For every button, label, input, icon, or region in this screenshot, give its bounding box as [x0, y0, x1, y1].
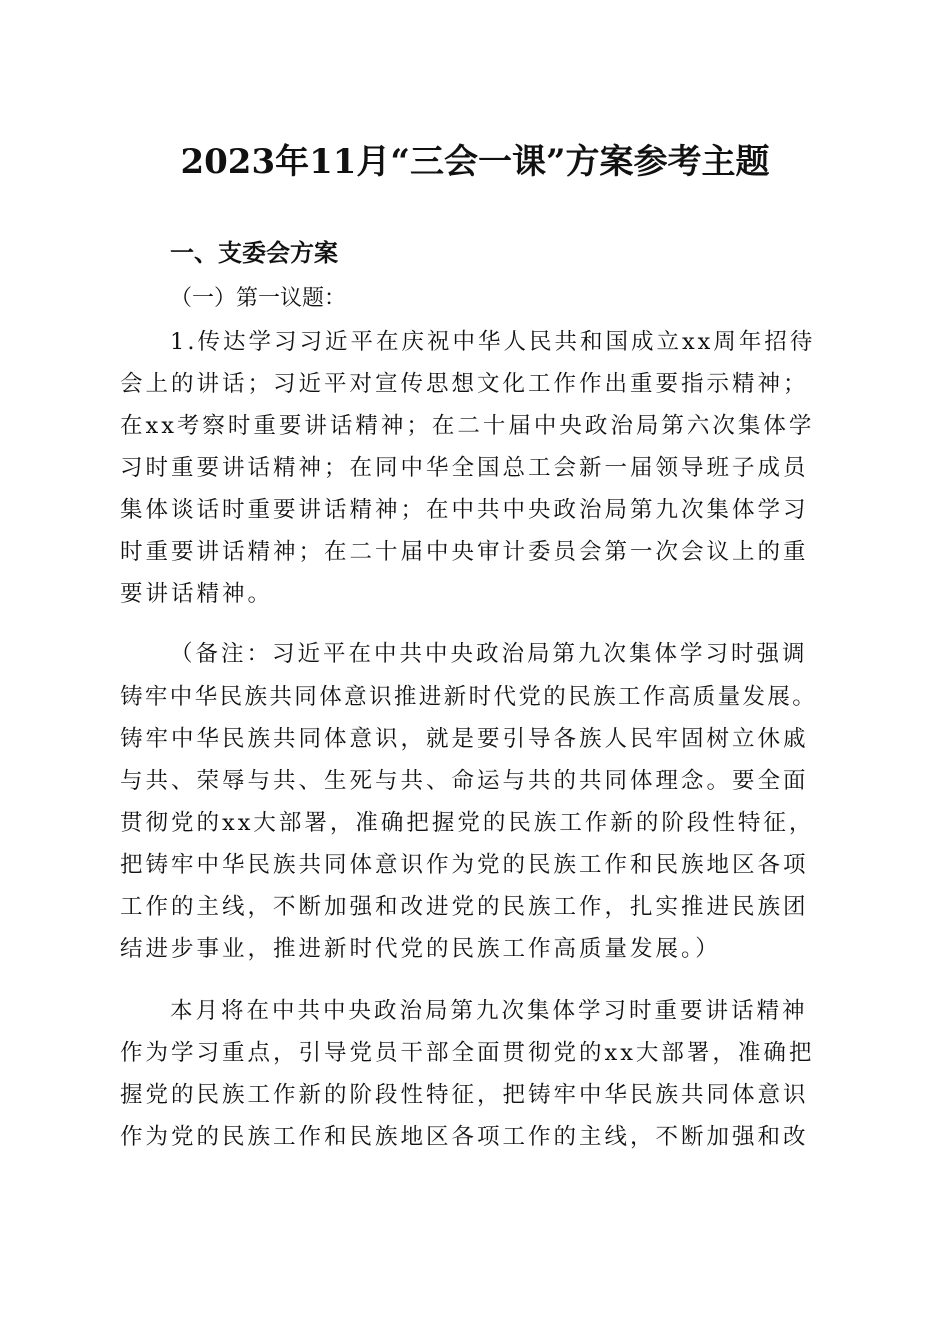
paragraph3-line: 本月将在中共中央政治局第九次集体学习时重要讲话精神 [170, 998, 808, 1024]
note-line: 结进步事业，推进新时代党的民族工作高质量发展。） [120, 936, 721, 962]
paragraph3-line: 作为党的民族工作和民族地区各项工作的主线，不断加强和改 [120, 1124, 809, 1150]
sub-heading: （一）第一议题： [170, 286, 347, 311]
paragraph3-line: 作为学习重点，引导党员干部全面贯彻党的xx大部署，准确把 [120, 1040, 815, 1066]
paragraph1-line: 在xx考察时重要讲话精神；在二十届中央政治局第六次集体学 [120, 413, 815, 439]
paragraph3-line: 握党的民族工作新的阶段性特征，把铸牢中华民族共同体意识 [120, 1082, 809, 1108]
note-line: 工作的主线，不断加强和改进党的民族工作，扎实推进民族团 [120, 894, 809, 920]
paragraph1-line: 习时重要讲话精神；在同中华全国总工会新一届领导班子成员 [120, 455, 809, 481]
section-heading: 一、支委会方案 [170, 239, 338, 267]
paragraph1-line: 会上的讲话；习近平对宣传思想文化工作作出重要指示精神； [120, 371, 809, 397]
note-line: 铸牢中华民族共同体意识，就是要引导各族人民牢固树立休戚 [120, 726, 809, 752]
note-line: 把铸牢中华民族共同体意识作为党的民族工作和民族地区各项 [120, 852, 809, 878]
note-line: 与共、荣辱与共、生死与共、命运与共的共同体理念。要全面 [120, 768, 809, 794]
paragraph1-line: 时重要讲话精神；在二十届中央审计委员会第一次会议上的重 [120, 539, 809, 565]
note-line: 铸牢中华民族共同体意识推进新时代党的民族工作高质量发展。 [120, 684, 818, 710]
document-title: 2023年11月“三会一课”方案参考主题 [180, 142, 770, 182]
paragraph1-line: 1.传达学习习近平在庆祝中华人民共和国成立xx周年招待 [170, 329, 816, 355]
paragraph1-line: 集体谈话时重要讲话精神；在中共中央政治局第九次集体学习 [120, 497, 809, 523]
note-line: 贯彻党的xx大部署，准确把握党的民族工作新的阶段性特征， [120, 810, 815, 836]
paragraph1-line: 要讲话精神。 [120, 581, 274, 607]
note-line: （备注：习近平在中共中央政治局第九次集体学习时强调 [170, 641, 808, 667]
